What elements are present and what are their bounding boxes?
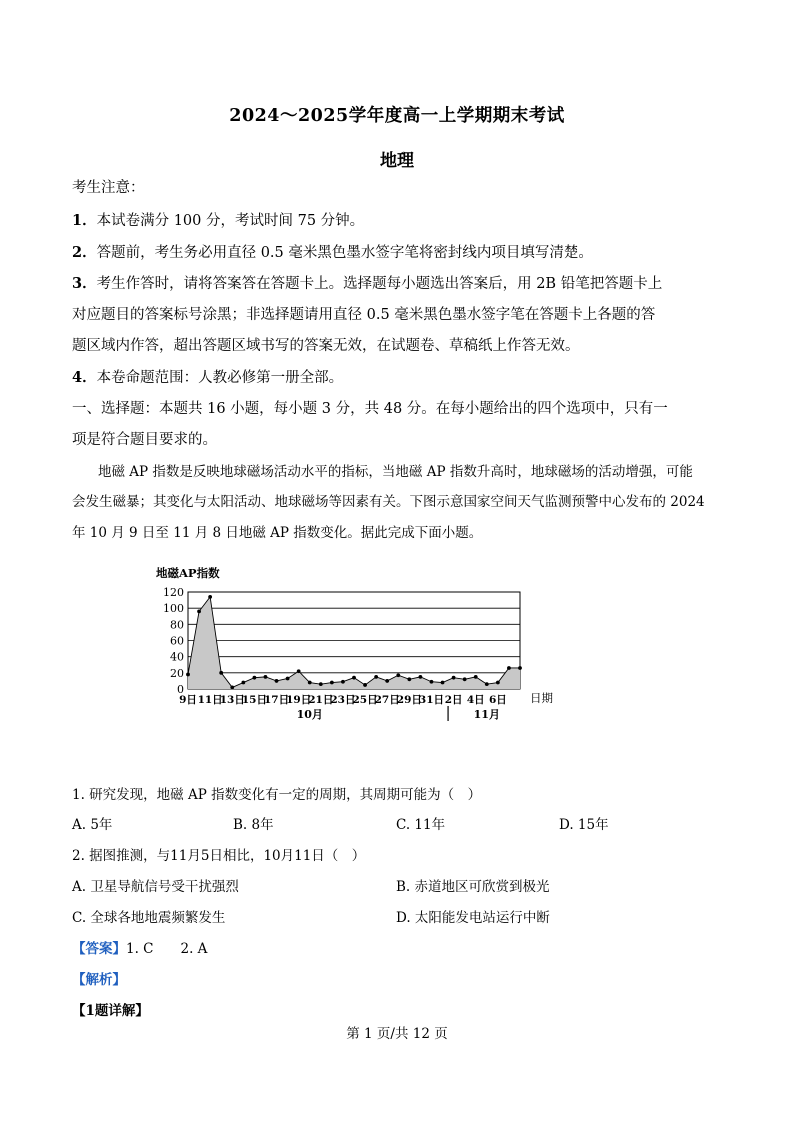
notice-item-4 [72,368,722,388]
data-point [253,676,257,680]
answer-line [72,939,722,959]
x-tick-label: 6日 [488,694,507,706]
question-1-option-c[interactable]: C. 11年 [396,817,446,833]
question-1-stem: 1. 研究发现，地磁 AP 指数变化有一定的周期，其周期可能为（ ） [72,787,482,803]
data-point [441,681,445,685]
x-tick-label: 27日 [374,694,400,706]
data-point [286,677,290,681]
x-tick-label: 11日 [197,694,223,706]
notice-num: 3． [72,275,97,292]
notice-item-3-cont-2: 题区域内作答，超出答题区域书写的答案无效，在试题卷、草稿纸上作答无效。 [72,338,580,354]
notice-num: 4． [72,369,97,386]
x-tick-label: 25日 [352,694,378,706]
x-axis-label: 日期 [530,691,553,705]
data-point [341,680,345,684]
data-point [197,610,201,614]
answer-text: 1. C 2. A [126,941,208,957]
y-tick-label: 60 [170,634,184,648]
question-1-option-d[interactable]: D. 15年 [559,817,609,833]
question-1-option-a[interactable]: A. 5年 [72,817,113,833]
x-tick-label: 19日 [286,694,312,706]
data-point [496,681,500,685]
detail-heading: 【1题详解】 [72,1003,149,1019]
x-tick-label: 29日 [396,694,422,706]
x-tick-label: 13日 [219,694,245,706]
data-point [219,671,223,675]
month-label-oct: 10月 [296,708,323,721]
data-point [264,675,268,679]
passage-line-2: 会发生磁暴；其变化与太阳活动、地球磁场等因素有关。下图示意国家空间天气监测预警中心发布的 2024 [72,494,705,510]
ap-area [188,597,520,689]
notice-text: 本试卷满分 100 分，考试时间 75 分钟。 [96,213,365,229]
data-point [507,666,511,670]
month-label-nov: 11月 [473,708,500,721]
x-tick-label: 31日 [418,694,445,706]
y-axis-label: 地磁AP指数 [156,566,220,580]
notice-num: 1． [72,212,97,229]
data-point [241,681,245,685]
question-2-option-c[interactable]: C. 全球各地地震频繁发生 [72,910,226,926]
data-point [419,675,423,679]
notice-text: 答题前，考生务必用直径 0.5 毫米黑色墨水签字笔将密封线内项目填写清楚。 [96,245,593,261]
data-point [275,679,279,683]
data-point [463,677,467,681]
answer-tag: 【答案】 [72,941,126,957]
ap-index-chart [150,562,570,732]
data-point [452,676,456,680]
y-tick-label: 20 [170,666,184,680]
data-point [474,675,478,679]
passage-line-3: 年 10 月 9 日至 11 月 8 日地磁 AP 指数变化。据此完成下面小题。 [72,525,483,541]
y-tick-label: 40 [170,650,184,664]
x-tick-label: 2日 [444,694,463,706]
page-footer: 第 1 页/共 12 页 [346,1026,448,1042]
subject-title: 地理 [380,151,414,171]
x-tick-label: 23日 [330,694,356,706]
exam-title: 2024～2025学年度高一上学期期末考试 [229,106,565,126]
data-point [430,680,434,684]
notice-item-3 [72,274,722,294]
question-2-stem: 2. 据图推测，与11月5日相比，10月11日（ ） [72,848,366,864]
data-point [396,673,400,677]
y-tick-label: 0 [177,683,184,696]
data-point [407,677,411,681]
question-2-option-d[interactable]: D. 太阳能发电站运行中断 [396,910,550,926]
y-tick-label: 80 [170,618,184,632]
section-heading-line-2: 项是符合题目要求的。 [72,432,217,448]
question-2-option-a[interactable]: A. 卫星导航信号受干扰强烈 [72,879,239,895]
x-tick-label: 17日 [263,694,290,706]
section-heading-line-1: 一、选择题：本题共 16 小题，每小题 3 分，共 48 分。在每小题给出的四个选项中，只有一 [72,401,668,417]
data-point [308,681,312,685]
data-point [374,675,378,679]
data-point [330,681,334,685]
data-point [208,595,212,599]
passage-line-1: 地磁 AP 指数是反映地球磁场活动水平的指标，当地磁 AP 指数升高时，地球磁场的活动增强，可能 [98,464,693,480]
x-tick-label: 4日 [466,694,485,706]
notice-heading: 考生注意： [72,180,145,196]
y-tick-label: 120 [163,586,184,599]
x-tick-label: 21日 [308,694,334,706]
data-point [297,669,301,673]
data-point [518,666,522,670]
data-point [230,685,234,689]
x-tick-label: 15日 [241,694,267,706]
data-point [186,673,190,677]
notice-num: 2． [72,244,97,261]
x-tick-label: 9日 [179,694,197,706]
notice-item-3-cont-1: 对应题目的答案标号涂黑；非选择题请用直径 0.5 毫米黑色墨水签字笔在答题卡上各题的答 [72,307,656,323]
y-tick-label: 100 [163,602,184,616]
data-point [385,679,389,683]
data-point [363,683,367,687]
notice-text: 考生作答时，请将答案答在答题卡上。选择题每小题选出答案后，用 2B 铅笔把答题卡上 [96,276,663,292]
analysis-tag: 【解析】 [72,972,126,988]
notice-item-1 [72,211,722,231]
data-point [319,682,323,686]
notice-item-2 [72,243,722,263]
analysis-line [72,970,722,990]
question-2-option-b[interactable]: B. 赤道地区可欣赏到极光 [396,879,550,895]
data-point [485,682,489,686]
question-1-option-b[interactable]: B. 8年 [233,817,274,833]
notice-text: 本卷命题范围：人教必修第一册全部。 [96,370,344,386]
data-point [352,676,356,680]
ap-series-line [188,597,520,688]
